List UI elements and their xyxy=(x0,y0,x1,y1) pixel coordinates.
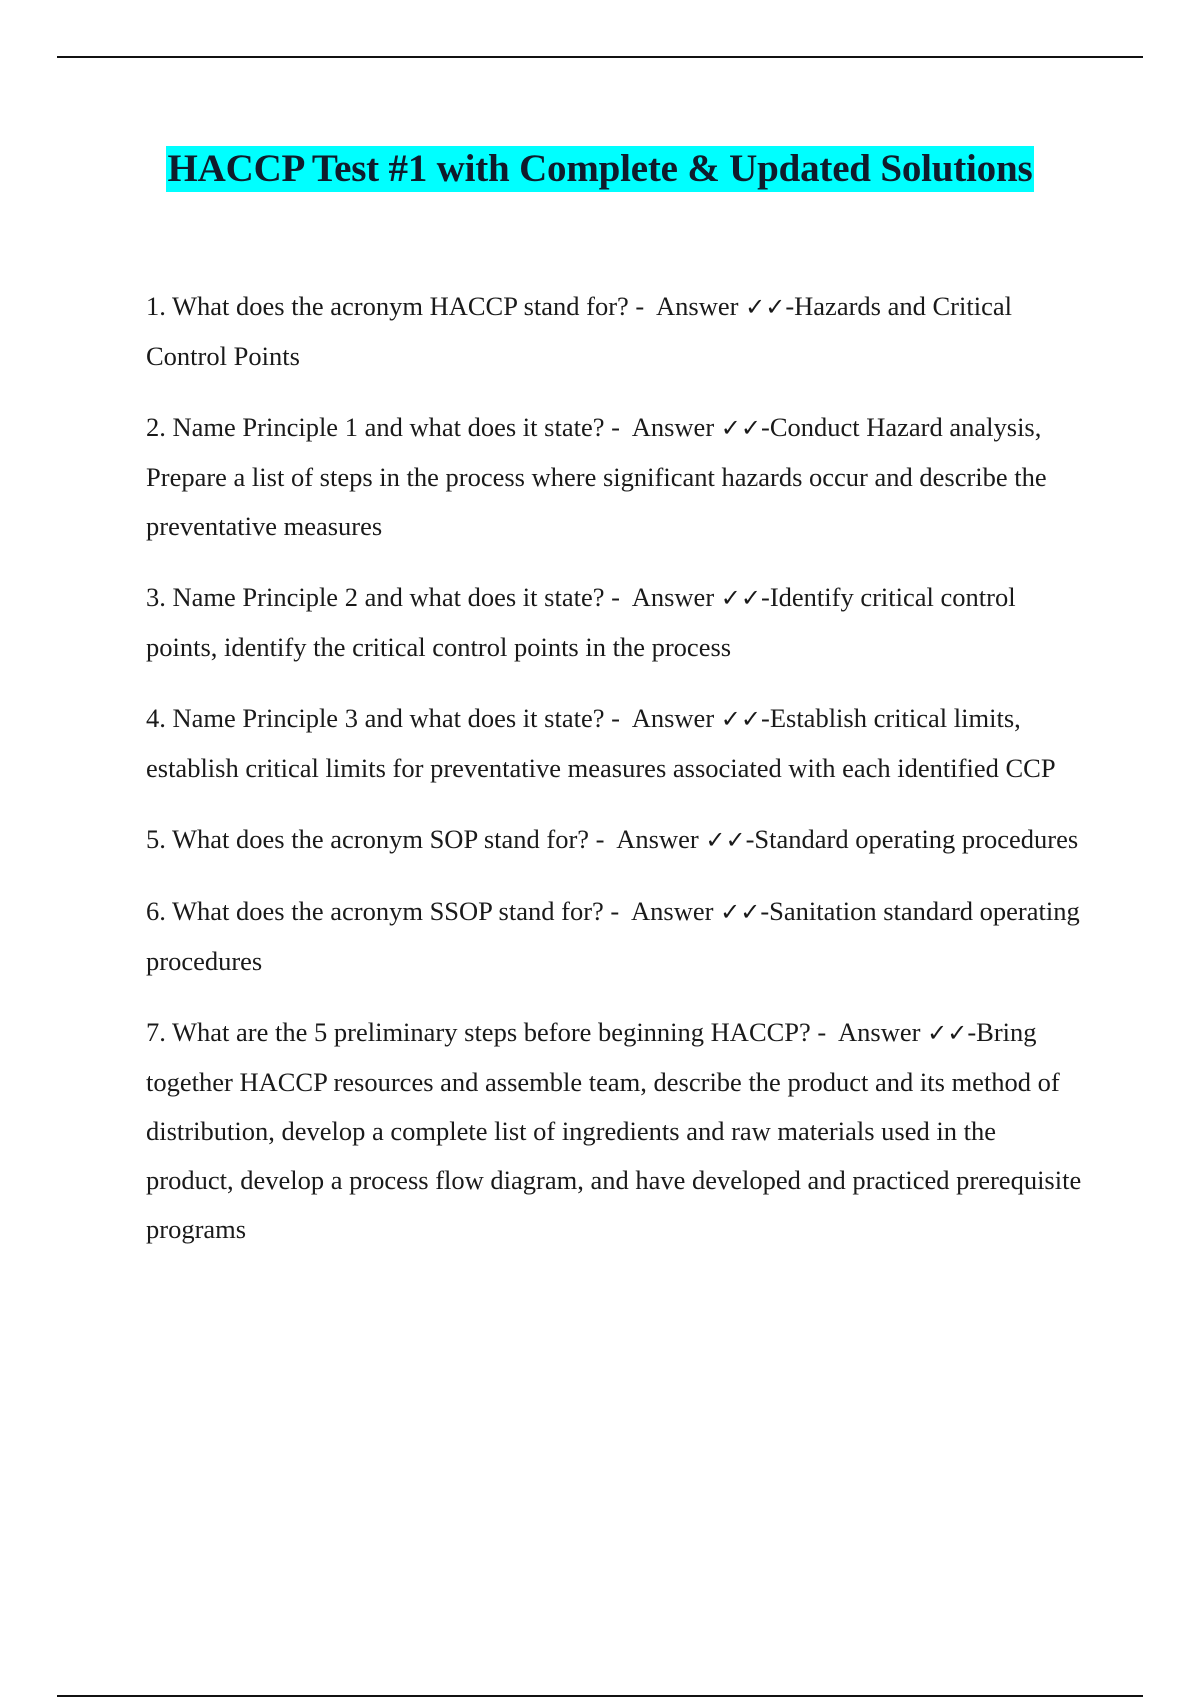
answer-label: Answer xyxy=(838,1017,921,1047)
answer-label: Answer xyxy=(631,703,715,733)
question-text: 2. Name Principle 1 and what does it state? - xyxy=(146,412,620,442)
answer-text: -Identify critical control points, identify the critical control points in the process xyxy=(146,582,1016,662)
answer-label: Answer xyxy=(631,412,715,442)
question-text: 1. What does the acronym HACCP stand for? - xyxy=(146,291,645,321)
qa-item-6 xyxy=(146,887,1086,986)
question-text: 5. What does the acronym SOP stand for? - xyxy=(146,824,605,854)
bottom-rule xyxy=(57,1695,1143,1697)
question-text: 7. What are the 5 preliminary steps before beginning HACCP? - xyxy=(146,1017,827,1047)
qa-item-4 xyxy=(146,694,1086,793)
question-text: 3. Name Principle 2 and what does it state? - xyxy=(146,582,620,612)
answer-label: Answer xyxy=(631,582,715,612)
question-text: 4. Name Principle 3 and what does it state? - xyxy=(146,703,620,733)
title-container xyxy=(0,146,1200,192)
answer-text: -Hazards and Critical Control Points xyxy=(146,291,1012,371)
document-title: HACCP Test #1 with Complete & Updated Solutions xyxy=(167,147,1033,190)
qa-item-5 xyxy=(146,815,1086,865)
double-check-icon: ✓✓ xyxy=(720,898,761,926)
answer-text: -Establish critical limits, establish critical limits for preventative measures associated with each identified CCP xyxy=(146,703,1056,783)
question-list xyxy=(146,282,1086,1276)
qa-item-2 xyxy=(146,403,1086,551)
top-rule xyxy=(57,56,1143,58)
answer-label: Answer xyxy=(656,291,739,321)
qa-item-7 xyxy=(146,1008,1086,1254)
answer-text: -Conduct Hazard analysis, Prepare a list of steps in the process where significant hazards occur and describe the preventative measures xyxy=(146,412,1047,541)
double-check-icon: ✓✓ xyxy=(927,1019,968,1047)
answer-text: -Sanitation standard operating procedures xyxy=(146,896,1080,976)
double-check-icon: ✓✓ xyxy=(720,584,761,612)
answer-text: -Standard operating procedures xyxy=(745,824,1079,854)
answer-text: -Bring together HACCP resources and assemble team, describe the product and its method of distribution, develop a complete list of ingredients and raw materials used in the product, develop a process flow diagram, and have developed and practiced prerequisite programs xyxy=(146,1017,1082,1244)
qa-item-1 xyxy=(146,282,1086,381)
double-check-icon: ✓✓ xyxy=(720,705,761,733)
question-text: 6. What does the acronym SSOP stand for? - xyxy=(146,896,620,926)
qa-item-3 xyxy=(146,573,1086,672)
double-check-icon: ✓✓ xyxy=(745,293,786,321)
double-check-icon: ✓✓ xyxy=(720,414,761,442)
answer-label: Answer xyxy=(616,824,699,854)
answer-label: Answer xyxy=(631,896,714,926)
double-check-icon: ✓✓ xyxy=(705,826,746,854)
